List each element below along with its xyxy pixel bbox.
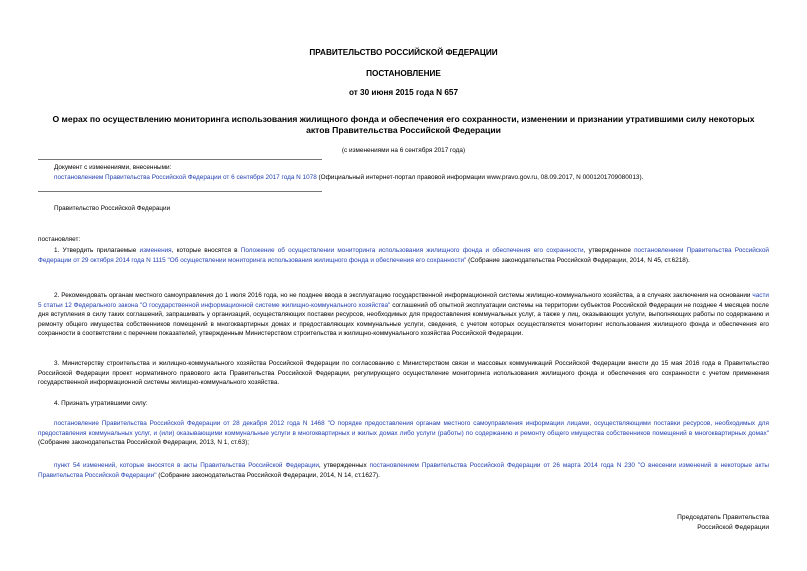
divider-top xyxy=(38,159,322,160)
paragraph-4: 4. Признать утратившими силу: xyxy=(54,400,148,407)
changes-link[interactable]: постановлением Правительства Российской Федерации от 6 сентября 2017 года N 1078 xyxy=(54,173,317,181)
document-title: О мерах по осуществлению мониторинга использования жилищного фонда и обеспечения его сохранности, изменении и признании утратившими силу некоторых актов Правительства Российской Федерации xyxy=(52,114,755,135)
p2-text-a: 2. Рекомендовать органам местного самоуправления до 1 июля 2016 года, но не позднее ввода в эксплуатацию государственной информационной системы жилищно-коммунального хозяйства, а в случаях заключения на основании xyxy=(54,292,753,299)
paragraph-4-item-2 xyxy=(38,461,769,480)
signature-title: Председатель Правительства xyxy=(677,514,769,521)
document-date-number: от 30 июня 2015 года N 657 xyxy=(348,88,459,97)
p1-text-d: (Собрание законодательства Российской Федерации, 2014, N 45, ст.6218). xyxy=(466,256,690,264)
divider-bottom xyxy=(38,191,322,192)
paragraph-2 xyxy=(38,291,769,339)
paragraph-4-item-1 xyxy=(38,419,769,448)
p4a-text: (Собрание законодательства Российской Федерации, 2013, N 1, ст.63); xyxy=(38,439,250,446)
revision-note: (с изменениями на 6 сентября 2017 года) xyxy=(341,147,466,154)
changes-source: (Официальный интернет-портал правовой информации www.pravo.gov.ru, 08.09.2017, N 0001201709080013). xyxy=(316,173,644,181)
p2-text-b: соглашений об опытной эксплуатации системы на территории субъектов Российской Федерации не позднее 4 месяцев после дня вступления в силу таких соглашений, запрашивать у организаций, осуществляющих поставки ресурсов, необходимых для предоставления коммунальных услуг, а также у лиц, оказывающих услуги, выполняющих работы по содержанию и ремонту общего имущества собственников помещений в многоквартирных домах и предоставляющих коммунальные услуги, сведения, с учетом которых осуществляется мониторинг использования жилищного фонда и обеспечения его сохранности в соответствии с перечнем показателей, утвержденным Министерством строительства и жилищно-коммунального хозяйства Российской Федерации. xyxy=(38,301,769,337)
p4b-text-b: (Собрание законодательства Российской Федерации, 2014, N 14, ст.1627). xyxy=(156,471,380,479)
signature-block xyxy=(677,513,769,533)
issuer: Правительство Российской Федерации xyxy=(54,205,171,212)
p1-link-changes[interactable]: изменения xyxy=(139,247,172,254)
p4b-link-decree-230[interactable]: постановлением Правительства Российской Федерации от 26 марта 2014 года N 230 "О внесении изменений в некоторые акты Правительства Российской Федерации" xyxy=(38,462,769,479)
p1-text-a: 1. Утвердить прилагаемые xyxy=(54,247,140,254)
p4b-link-item-54[interactable]: пункт 54 изменений, которые вносятся в акты Правительства Российской Федерации xyxy=(54,462,319,469)
p2-link-federal-law[interactable]: части 5 статьи 12 Федерального закона "О государственной информационной системе жилищно-коммунального хозяйства" xyxy=(38,292,769,309)
government-heading: ПРАВИТЕЛЬСТВО РОССИЙСКОЙ ФЕДЕРАЦИИ xyxy=(309,48,498,57)
changes-line xyxy=(54,173,764,183)
decree-word: постановляет: xyxy=(38,236,81,243)
p1-text-c: , утвержденное xyxy=(583,247,635,254)
p1-text-b: , которые вносятся в xyxy=(171,247,241,254)
p4b-text-a: , утвержденных xyxy=(318,462,370,469)
document-type: ПОСТАНОВЛЕНИЕ xyxy=(366,69,441,78)
p1-link-decree-1115[interactable]: постановлением Правительства Российской Федерации от 29 октября 2014 года N 1115 "Об осуществлении мониторинга использования жилищного фонда и обеспечения его сохранности" xyxy=(38,247,769,264)
paragraph-3: 3. Министерству строительства и жилищно-коммунального хозяйства Российской Федерации по согласованию с Министерством связи и массовых коммуникаций Российской Федерации внести до 15 мая 2016 года в Правительство Российской Федерации проект нормативного правового акта Правительства Российской Федерации, регулирующего осуществление мониторинга использования жилищного фонда и обеспечения его сохранности с учетом применения государственной информационной системы жилищно-коммунального хозяйства. xyxy=(38,360,769,386)
changes-block xyxy=(54,163,764,182)
p4a-link-decree-1468[interactable]: постановление Правительства Российской Федерации от 28 декабря 2012 года N 1468 "О порядке предоставления органам местного самоуправления информации лицами, осуществляющими поставки ресурсов, необходимых для предоставления коммунальных услуг, и (или) оказывающими коммунальные услуги в многоквартирных и жилых домах либо услуги (работы) по содержанию и ремонту общего имущества собственников помещений в многоквартирных домах" xyxy=(38,420,769,437)
paragraph-1 xyxy=(38,246,769,265)
p1-link-regulation[interactable]: Положение об осуществлении мониторинга использования жилищного фонда и обеспечения его сохранности xyxy=(240,247,584,254)
signature-subtitle: Российской Федерации xyxy=(697,524,769,531)
changes-intro: Документ с изменениями, внесенными: xyxy=(54,164,172,171)
